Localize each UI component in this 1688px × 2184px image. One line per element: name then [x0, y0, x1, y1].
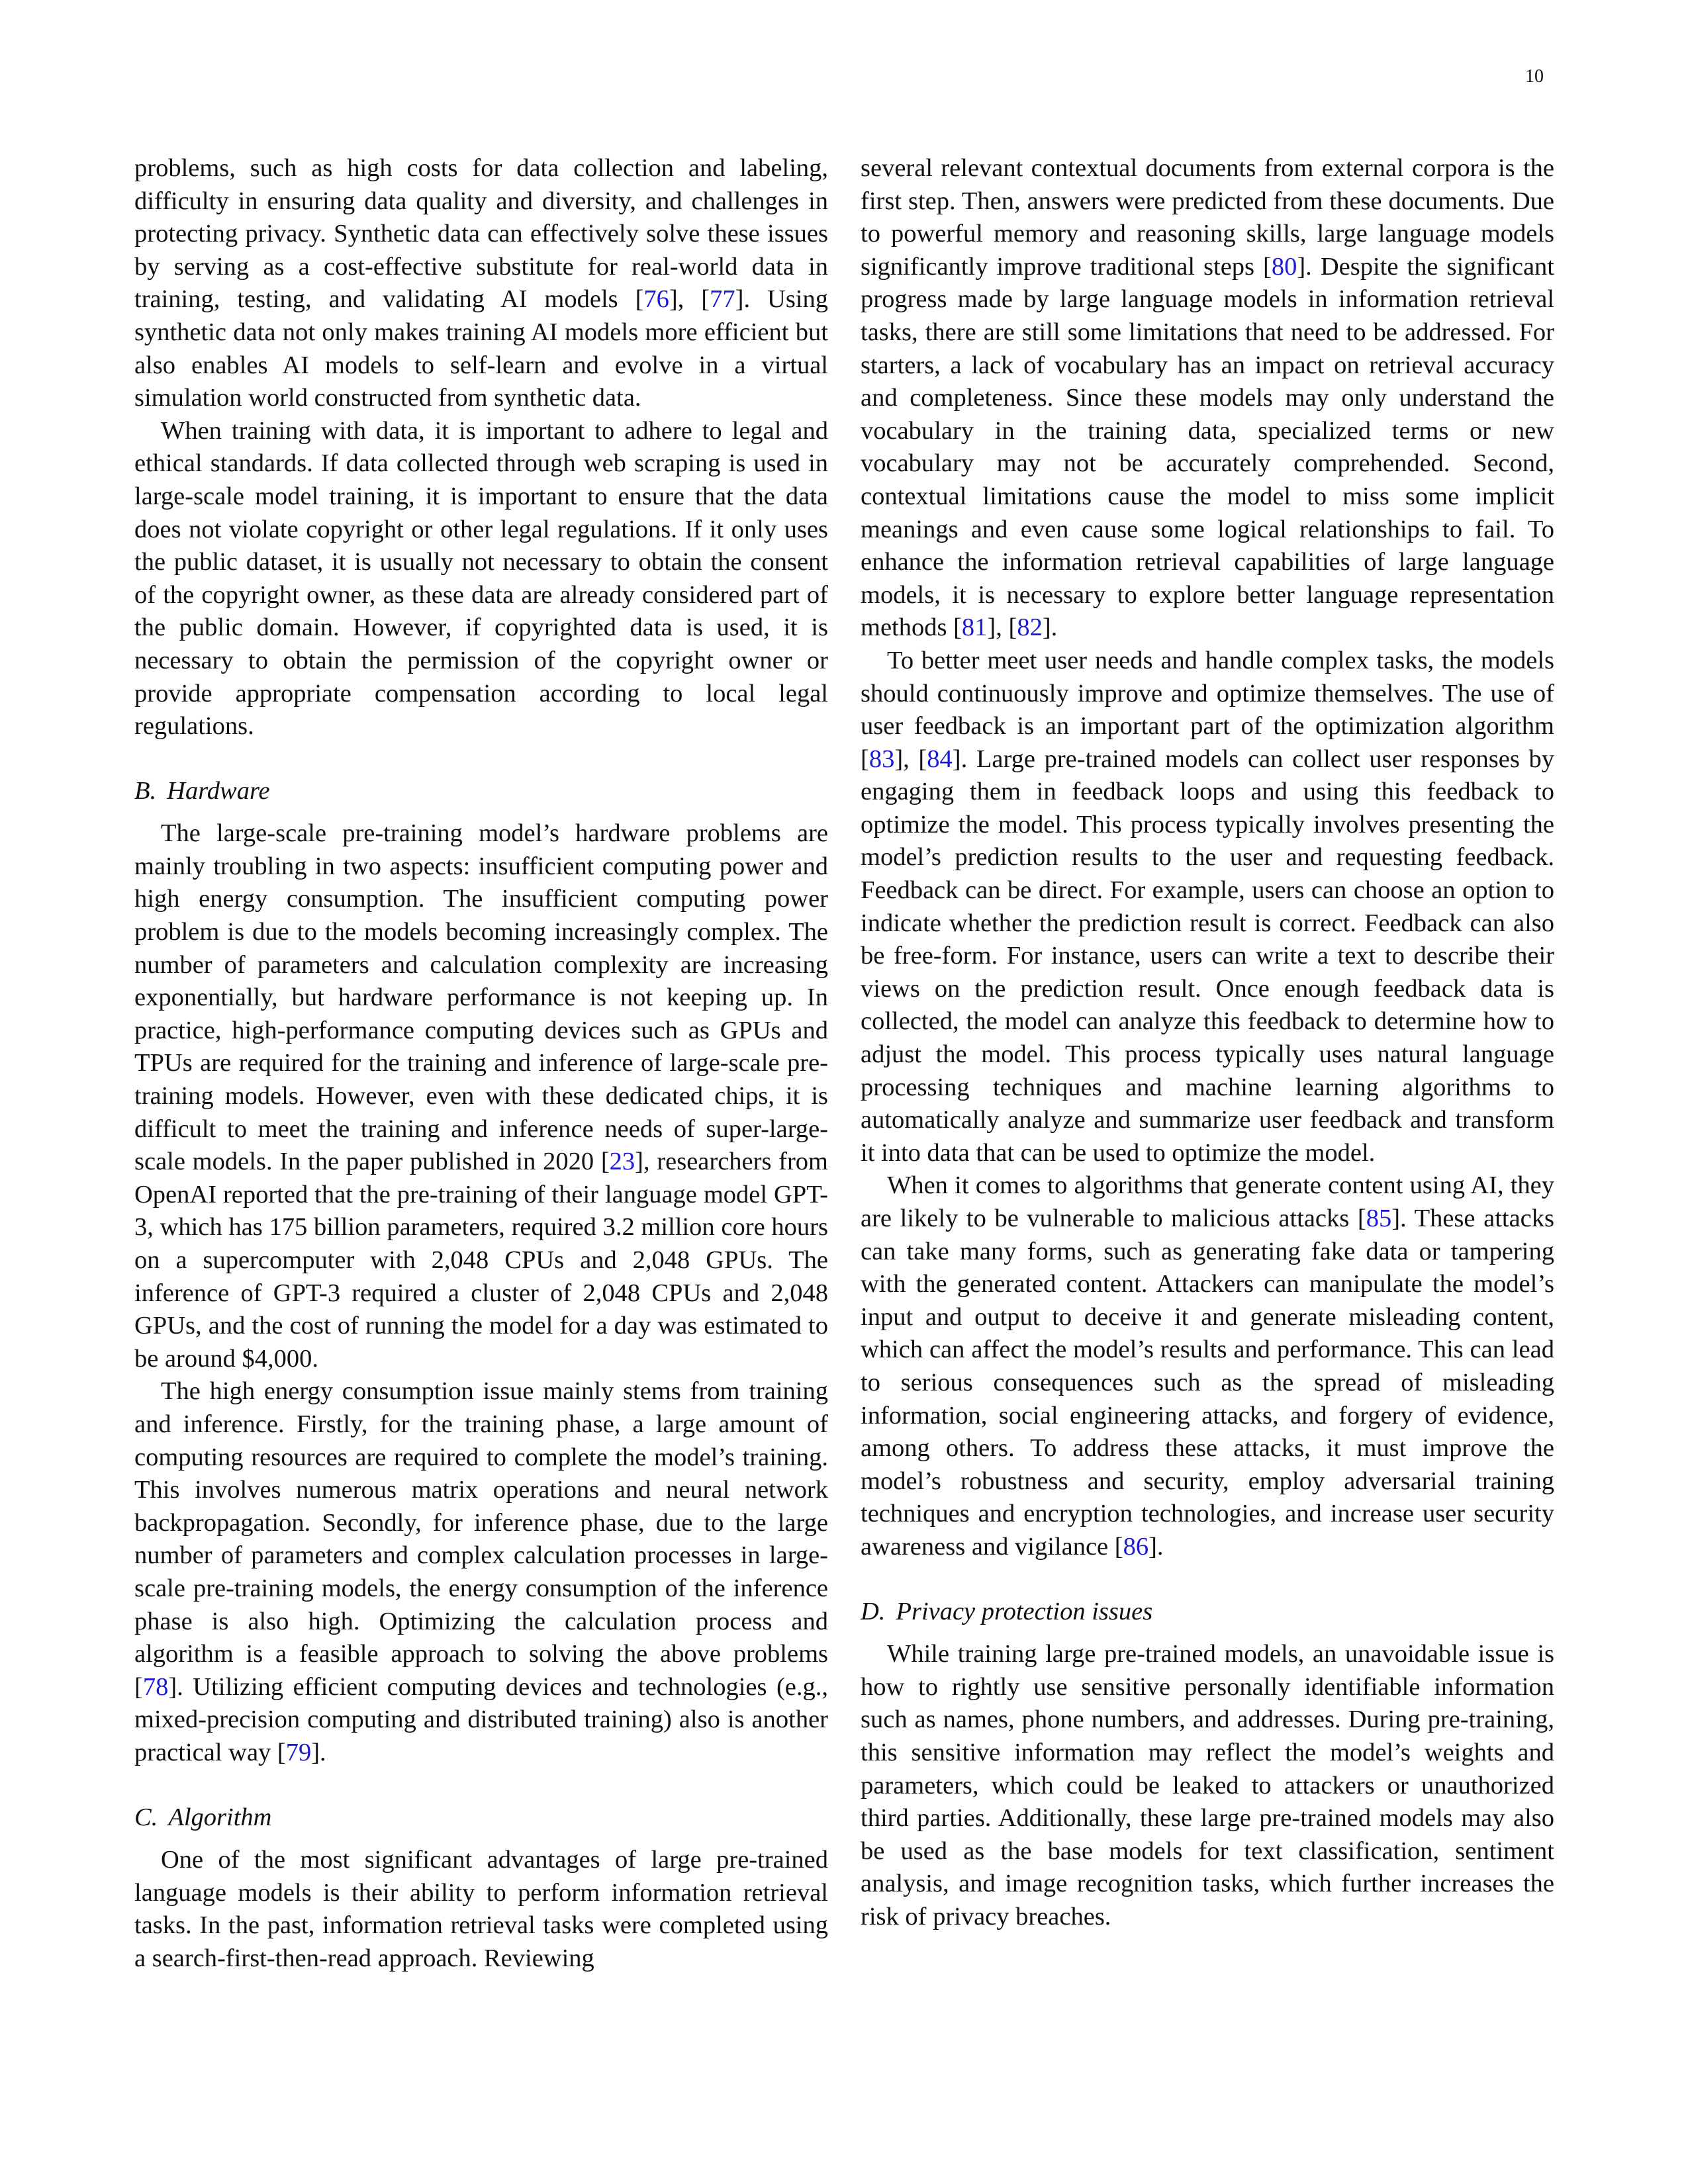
section-heading-algorithm: C. Algorithm [134, 1803, 272, 1831]
citation-link[interactable]: 76 [643, 285, 669, 314]
paragraph: The large-scale pre-training model’s hardware problems are mainly troubling in two aspects: insufficient computing power and high energy consumption. The insufficient computing power problem is due to the models becoming increasingly complex. The number of parameters and calculation complexity are increasing exponentially, but hardware performance is not keeping up. In practice, high-performance computing devices such as GPUs and TPUs are required for the training and inference of large-scale pre-training models. However, even with these dedicated chips, it is difficult to meet the training and inference needs of super-large-scale models. In the paper published in 2020 [23], researchers from OpenAI reported that the pre-training of their language model GPT-3, which has 175 billion parameters, required 3.2 million core hours on a supercomputer with 2,048 CPUs and 2,048 GPUs. The inference of GPT-3 required a cluster of 2,048 CPUs and 2,048 GPUs, and the cost of running the model for a day was estimated to be around $4,000. [134, 819, 829, 1373]
paragraph: To better meet user needs and handle complex tasks, the models should continuously improve and optimize themselves. The use of user feedback is an important part of the optimization algorithm [83], [84]. Large pre-trained models can collect user responses by engaging them in feedback loops and using this feedback to optimize the model. This process typically involves presenting the model’s prediction results to the user and requesting feedback. Feedback can be direct. For example, users can choose an option to indicate whether the prediction result is correct. Feedback can also be free-form. For instance, users can write a text to describe their views on the prediction result. Once enough feedback data is collected, the model can analyze this feedback to determine how to adjust the model. This process typically uses natural language processing techniques and machine learning algorithms to automatically analyze and summarize user feedback and transform it into data that can be used to optimize the model. [861, 646, 1554, 1167]
citation-link[interactable]: 82 [1017, 614, 1043, 642]
paragraph: several relevant contextual documents from external corpora is the first step. Then, answers were predicted from these documents. Due to powerful memory and reasoning skills, large language models significantly improve traditional steps [80]. Despite the significant progress made by large language models in information retrieval tasks, there are still some limitations that need to be addressed. For starters, a lack of vocabulary has an impact on retrieval accuracy and completeness. Since these models may only understand the vocabulary in the training data, specialized terms or new vocabulary may not be accurately comprehended. Second, contextual limitations cause the model to miss some implicit meanings and even cause some logical relationships to fail. To enhance the information retrieval capabilities of large language models, it is necessary to explore better language representation methods [81], [82]. [861, 154, 1554, 642]
paragraph: When it comes to algorithms that generate content using AI, they are likely to be vulnerable to malicious attacks [85]. These attacks can take many forms, such as generating fake data or tampering with the generated content. Attackers can manipulate the model’s input and output to deceive it and generate misleading content, which can affect the model’s results and performance. This can lead to serious consequences such as the spread of misleading information, social engineering attacks, and forgery of evidence, among others. To address these attacks, it must improve the model’s robustness and security, employ adversarial training techniques and encryption technologies, and increase user security awareness and vigilance [86]. [861, 1171, 1554, 1561]
left-column [134, 152, 828, 1975]
citation-link[interactable]: 23 [609, 1148, 635, 1176]
citation-link[interactable]: 79 [285, 1738, 312, 1766]
citation-link[interactable]: 85 [1366, 1205, 1392, 1232]
paragraph: problems, such as high costs for data collection and labeling, difficulty in ensuring data quality and diversity, and challenges in protecting privacy. Synthetic data can effectively solve these issues by serving as a cost-effective substitute for real-world data in training, testing, and validating AI models [76], [77]. Using synthetic data not only makes training AI models more efficient but also enables AI models to self-learn and evolve in a virtual simulation world constructed from synthetic data. [134, 154, 828, 412]
paragraph: When training with data, it is important to adhere to legal and ethical standards. If data collected through web scraping is used in large-scale model training, it is important to ensure that the data does not violate copyright or other legal regulations. If it only uses the public dataset, it is usually not necessary to obtain the consent of the copyright owner, as these data are already considered part of the public domain. However, if copyrighted data is used, it is necessary to obtain the permission of the copyright owner or provide appropriate compensation according to local legal regulations. [134, 416, 828, 741]
paragraph: While training large pre-trained models, an unavoidable issue is how to rightly use sensitive personally identifiable information such as names, phone numbers, and addresses. During pre-training, this sensitive information may reflect the model’s weights and parameters, which could be leaked to attackers or unauthorized third parties. Additionally, these large pre-trained models may also be used as the base models for text classification, sentiment analysis, and image recognition tasks, which further increases the risk of privacy breaches. [861, 1640, 1554, 1931]
citation-link[interactable]: 81 [961, 614, 988, 642]
citation-link[interactable]: 83 [868, 745, 895, 773]
right-column [861, 152, 1554, 1933]
page-number: 10 [1525, 66, 1544, 87]
citation-link[interactable]: 84 [927, 745, 953, 773]
citation-link[interactable]: 80 [1271, 252, 1297, 281]
citation-link[interactable]: 86 [1123, 1532, 1149, 1561]
section-heading-privacy: D. Privacy protection issues [861, 1597, 1153, 1625]
citation-link[interactable]: 77 [710, 285, 735, 314]
citation-link[interactable]: 78 [142, 1672, 169, 1701]
section-heading-hardware: B. Hardware [134, 776, 270, 805]
paragraph: The high energy consumption issue mainly stems from training and inference. Firstly, for the training phase, a large amount of computing resources are required to complete the model’s training. This involves numerous matrix operations and neural network backpropagation. Secondly, for inference phase, due to the large number of parameters and complex calculation processes in large-scale pre-training models, the energy consumption of the inference phase is also high. Optimizing the calculation process and algorithm is a feasible approach to solving the above problems [78]. Utilizing efficient computing devices and technologies (e.g., mixed-precision computing and distributed training) also is another practical way [79]. [134, 1377, 828, 1766]
paragraph: One of the most significant advantages of large pre-trained language models is their ability to perform information retrieval tasks. In the past, information retrieval tasks were completed using a search-first-then-read approach. Reviewing [134, 1846, 828, 1972]
